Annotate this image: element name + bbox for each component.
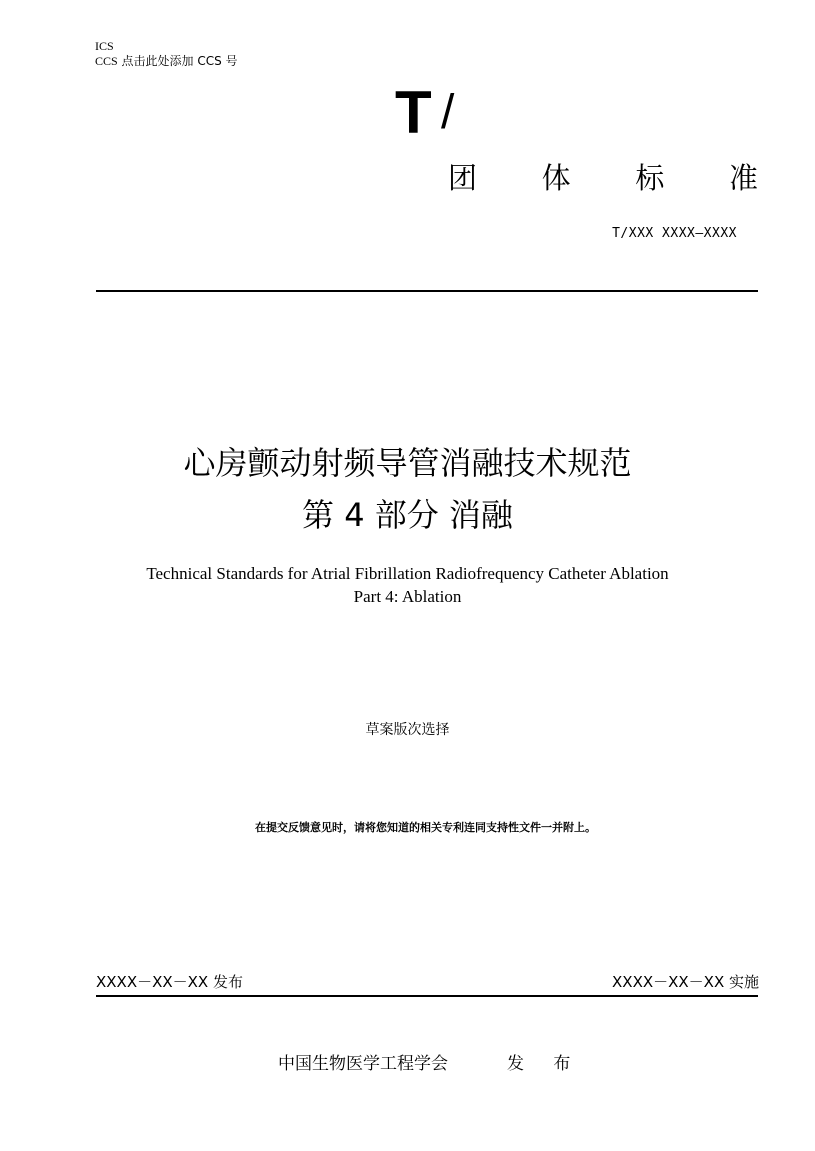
standard-type-heading <box>448 158 758 198</box>
ccs-line <box>95 54 238 69</box>
document-title-en[interactable]: Technical Standards for Atrial Fibrillation Radiofrequency Catheter Ablation <box>146 564 669 583</box>
document-subtitle-zh[interactable]: 第 4 部分 消融 <box>302 496 513 534</box>
footer-divider <box>96 995 758 997</box>
implementation-date[interactable]: XXXX－XX－XX 实施 <box>612 973 759 991</box>
document-subtitle-en[interactable]: Part 4: Ablation <box>353 587 462 606</box>
standard-type-char: 体 <box>541 161 571 195</box>
standard-type-char: 团 <box>448 161 478 195</box>
draft-version-selector[interactable]: 草案版次选择 <box>365 722 450 738</box>
standard-type-char: 标 <box>635 161 665 195</box>
publisher-name: 中国生物医学工程学会 <box>278 1054 448 1074</box>
document-title-zh[interactable]: 心房颤动射频导管消融技术规范 <box>183 444 632 482</box>
standard-logo-t: T <box>395 79 432 146</box>
header-divider <box>96 290 758 292</box>
ics-label: ICS <box>95 39 114 53</box>
publish-label: 发 布 <box>507 1054 583 1074</box>
patent-notice: 在提交反馈意见时，请将您知道的相关专利连同支持性文件一并附上。 <box>255 821 596 834</box>
standard-logo-slash: / <box>441 86 455 139</box>
standard-type-char: 准 <box>728 161 758 195</box>
ccs-label: CCS <box>95 54 118 68</box>
standard-number[interactable]: T/XXX XXXX—XXXX <box>612 226 737 241</box>
issue-date[interactable]: XXXX－XX－XX 发布 <box>96 973 243 991</box>
ccs-placeholder-field[interactable]: 点击此处添加 CCS 号 <box>121 54 238 68</box>
